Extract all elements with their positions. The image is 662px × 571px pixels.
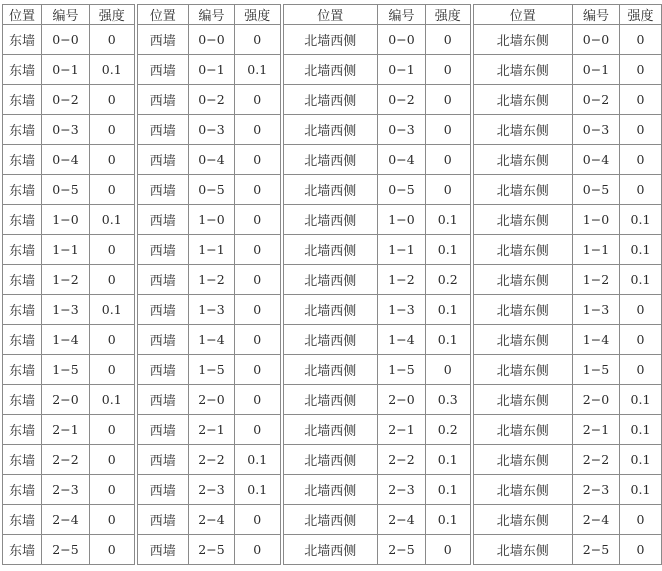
number-cell: 2−4 (573, 505, 620, 535)
location-cell: 北墙西侧 (282, 475, 378, 505)
number-cell: 2−3 (378, 475, 426, 505)
strength-cell: 0 (620, 175, 662, 205)
location-cell: 东墙 (3, 385, 42, 415)
number-cell: 1−2 (378, 265, 426, 295)
strength-cell: 0 (620, 325, 662, 355)
location-cell: 东墙 (3, 475, 42, 505)
location-cell: 西墙 (136, 505, 189, 535)
number-cell: 2−1 (42, 415, 90, 445)
number-cell: 0−1 (378, 55, 426, 85)
number-cell: 2−4 (42, 505, 90, 535)
location-cell: 北墙东侧 (472, 205, 573, 235)
header-position: 位置 (282, 5, 378, 25)
strength-cell: 0.3 (426, 385, 472, 415)
strength-cell: 0.1 (620, 205, 662, 235)
location-cell: 西墙 (136, 385, 189, 415)
location-cell: 东墙 (3, 295, 42, 325)
number-cell: 0−2 (189, 85, 235, 115)
header-number: 编号 (378, 5, 426, 25)
number-cell: 0−4 (189, 145, 235, 175)
strength-cell: 0.1 (235, 445, 282, 475)
number-cell: 1−3 (42, 295, 90, 325)
strength-cell: 0.1 (426, 325, 472, 355)
location-cell: 北墙西侧 (282, 25, 378, 55)
number-cell: 0−0 (189, 25, 235, 55)
location-cell: 东墙 (3, 115, 42, 145)
number-cell: 1−3 (189, 295, 235, 325)
number-cell: 0−5 (378, 175, 426, 205)
location-cell: 北墙东侧 (472, 325, 573, 355)
strength-cell: 0 (235, 205, 282, 235)
strength-cell: 0 (235, 295, 282, 325)
number-cell: 1−5 (42, 355, 90, 385)
number-cell: 2−5 (189, 535, 235, 565)
table-row (3, 115, 662, 145)
strength-cell: 0.1 (235, 55, 282, 85)
strength-cell: 0.1 (426, 445, 472, 475)
location-cell: 东墙 (3, 205, 42, 235)
number-cell: 0−5 (573, 175, 620, 205)
strength-cell: 0.1 (620, 445, 662, 475)
strength-cell: 0 (235, 145, 282, 175)
strength-cell: 0 (235, 415, 282, 445)
strength-cell: 0 (620, 145, 662, 175)
number-cell: 1−0 (573, 205, 620, 235)
strength-cell: 0 (90, 475, 136, 505)
number-cell: 1−1 (378, 235, 426, 265)
number-cell: 1−5 (573, 355, 620, 385)
location-cell: 北墙西侧 (282, 445, 378, 475)
number-cell: 0−4 (42, 145, 90, 175)
number-cell: 2−4 (378, 505, 426, 535)
number-cell: 2−2 (42, 445, 90, 475)
number-cell: 2−5 (573, 535, 620, 565)
strength-cell: 0.1 (90, 385, 136, 415)
location-cell: 北墙西侧 (282, 205, 378, 235)
location-cell: 东墙 (3, 325, 42, 355)
strength-cell: 0.1 (620, 265, 662, 295)
location-cell: 西墙 (136, 415, 189, 445)
strength-cell: 0 (235, 115, 282, 145)
strength-cell: 0 (235, 535, 282, 565)
strength-cell: 0.1 (90, 295, 136, 325)
location-cell: 北墙东侧 (472, 115, 573, 145)
location-cell: 东墙 (3, 145, 42, 175)
number-cell: 1−4 (573, 325, 620, 355)
strength-cell: 0 (90, 505, 136, 535)
location-cell: 北墙西侧 (282, 385, 378, 415)
location-cell: 西墙 (136, 445, 189, 475)
number-cell: 0−2 (573, 85, 620, 115)
strength-cell: 0 (235, 235, 282, 265)
strength-cell: 0.1 (426, 205, 472, 235)
table-row (3, 205, 662, 235)
location-cell: 西墙 (136, 175, 189, 205)
strength-cell: 0 (426, 115, 472, 145)
table-row (3, 415, 662, 445)
location-cell: 北墙东侧 (472, 445, 573, 475)
number-cell: 0−3 (42, 115, 90, 145)
strength-cell: 0.1 (426, 235, 472, 265)
strength-cell: 0 (235, 265, 282, 295)
number-cell: 1−5 (189, 355, 235, 385)
location-cell: 北墙东侧 (472, 145, 573, 175)
number-cell: 1−1 (42, 235, 90, 265)
location-cell: 北墙东侧 (472, 85, 573, 115)
strength-cell: 0 (90, 355, 136, 385)
strength-cell: 0.1 (90, 205, 136, 235)
number-cell: 1−0 (42, 205, 90, 235)
strength-cell: 0.1 (90, 55, 136, 85)
table-row (3, 505, 662, 535)
number-cell: 0−3 (378, 115, 426, 145)
strength-cell: 0.1 (426, 295, 472, 325)
location-cell: 西墙 (136, 295, 189, 325)
strength-cell: 0 (426, 55, 472, 85)
number-cell: 0−1 (189, 55, 235, 85)
strength-cell: 0 (426, 175, 472, 205)
location-cell: 北墙西侧 (282, 55, 378, 85)
location-cell: 北墙西侧 (282, 85, 378, 115)
header-strength: 强度 (90, 5, 136, 25)
strength-cell: 0 (426, 355, 472, 385)
table-row (3, 145, 662, 175)
number-cell: 2−0 (189, 385, 235, 415)
location-cell: 北墙东侧 (472, 55, 573, 85)
number-cell: 1−0 (189, 205, 235, 235)
location-cell: 北墙东侧 (472, 415, 573, 445)
table-row (3, 535, 662, 565)
location-cell: 东墙 (3, 25, 42, 55)
number-cell: 2−2 (573, 445, 620, 475)
strength-cell: 0 (90, 235, 136, 265)
strength-cell: 0 (620, 115, 662, 145)
header-number: 编号 (189, 5, 235, 25)
location-cell: 东墙 (3, 55, 42, 85)
number-cell: 0−1 (42, 55, 90, 85)
location-cell: 北墙西侧 (282, 115, 378, 145)
location-cell: 北墙东侧 (472, 265, 573, 295)
location-cell: 北墙西侧 (282, 325, 378, 355)
number-cell: 2−0 (42, 385, 90, 415)
table-row (3, 265, 662, 295)
number-cell: 2−1 (378, 415, 426, 445)
location-cell: 东墙 (3, 535, 42, 565)
strength-cell: 0 (90, 415, 136, 445)
table-row (3, 235, 662, 265)
number-cell: 1−2 (42, 265, 90, 295)
location-cell: 北墙西侧 (282, 415, 378, 445)
strength-cell: 0 (90, 175, 136, 205)
strength-cell: 0 (620, 295, 662, 325)
location-cell: 北墙东侧 (472, 475, 573, 505)
number-cell: 2−1 (189, 415, 235, 445)
location-cell: 北墙西侧 (282, 175, 378, 205)
number-cell: 2−3 (189, 475, 235, 505)
location-cell: 北墙西侧 (282, 295, 378, 325)
location-cell: 西墙 (136, 205, 189, 235)
strength-cell: 0 (90, 85, 136, 115)
location-cell: 东墙 (3, 505, 42, 535)
number-cell: 1−1 (189, 235, 235, 265)
number-cell: 0−1 (573, 55, 620, 85)
location-cell: 北墙东侧 (472, 175, 573, 205)
strength-cell: 0 (90, 265, 136, 295)
location-cell: 西墙 (136, 535, 189, 565)
number-cell: 2−2 (378, 445, 426, 475)
number-cell: 0−2 (378, 85, 426, 115)
wall-strength-table (2, 4, 662, 565)
location-cell: 北墙西侧 (282, 535, 378, 565)
number-cell: 1−5 (378, 355, 426, 385)
table-row (3, 355, 662, 385)
header-position: 位置 (3, 5, 42, 25)
location-cell: 东墙 (3, 265, 42, 295)
strength-cell: 0 (620, 25, 662, 55)
location-cell: 西墙 (136, 355, 189, 385)
number-cell: 0−0 (42, 25, 90, 55)
number-cell: 0−5 (42, 175, 90, 205)
number-cell: 1−3 (378, 295, 426, 325)
strength-cell: 0 (620, 85, 662, 115)
number-cell: 2−0 (378, 385, 426, 415)
location-cell: 北墙东侧 (472, 25, 573, 55)
strength-cell: 0 (620, 505, 662, 535)
table-row (3, 295, 662, 325)
location-cell: 西墙 (136, 145, 189, 175)
location-cell: 东墙 (3, 355, 42, 385)
strength-cell: 0 (235, 25, 282, 55)
location-cell: 西墙 (136, 55, 189, 85)
location-cell: 北墙西侧 (282, 355, 378, 385)
strength-cell: 0 (90, 145, 136, 175)
strength-cell: 0 (90, 325, 136, 355)
location-cell: 北墙东侧 (472, 355, 573, 385)
strength-cell: 0.1 (620, 475, 662, 505)
location-cell: 北墙东侧 (472, 295, 573, 325)
header-number: 编号 (573, 5, 620, 25)
location-cell: 北墙东侧 (472, 535, 573, 565)
table-body (3, 25, 662, 565)
location-cell: 东墙 (3, 445, 42, 475)
location-cell: 北墙西侧 (282, 505, 378, 535)
strength-cell: 0 (426, 85, 472, 115)
location-cell: 西墙 (136, 265, 189, 295)
table-row (3, 25, 662, 55)
strength-cell: 0 (90, 445, 136, 475)
number-cell: 1−4 (189, 325, 235, 355)
header-position: 位置 (472, 5, 573, 25)
strength-cell: 0.1 (426, 475, 472, 505)
table-row (3, 55, 662, 85)
header-strength: 强度 (426, 5, 472, 25)
table-row (3, 85, 662, 115)
strength-cell: 0 (90, 115, 136, 145)
header-position: 位置 (136, 5, 189, 25)
strength-cell: 0 (235, 355, 282, 385)
strength-cell: 0 (90, 535, 136, 565)
number-cell: 2−0 (573, 385, 620, 415)
location-cell: 西墙 (136, 115, 189, 145)
location-cell: 北墙东侧 (472, 385, 573, 415)
location-cell: 北墙西侧 (282, 265, 378, 295)
strength-cell: 0.1 (426, 505, 472, 535)
strength-cell: 0 (235, 385, 282, 415)
table-row (3, 325, 662, 355)
number-cell: 1−2 (573, 265, 620, 295)
number-cell: 0−3 (189, 115, 235, 145)
strength-cell: 0 (426, 145, 472, 175)
location-cell: 东墙 (3, 235, 42, 265)
strength-cell: 0.2 (426, 415, 472, 445)
number-cell: 0−3 (573, 115, 620, 145)
number-cell: 0−0 (573, 25, 620, 55)
table-row (3, 175, 662, 205)
strength-cell: 0.1 (235, 475, 282, 505)
number-cell: 1−4 (42, 325, 90, 355)
location-cell: 西墙 (136, 325, 189, 355)
table-row (3, 475, 662, 505)
header-strength: 强度 (620, 5, 662, 25)
number-cell: 0−2 (42, 85, 90, 115)
number-cell: 1−1 (573, 235, 620, 265)
number-cell: 0−0 (378, 25, 426, 55)
strength-cell: 0 (620, 355, 662, 385)
number-cell: 2−3 (42, 475, 90, 505)
strength-cell: 0.1 (620, 385, 662, 415)
number-cell: 2−5 (378, 535, 426, 565)
table-row (3, 445, 662, 475)
strength-cell: 0.1 (620, 415, 662, 445)
strength-cell: 0 (90, 25, 136, 55)
number-cell: 1−3 (573, 295, 620, 325)
number-cell: 1−4 (378, 325, 426, 355)
number-cell: 1−0 (378, 205, 426, 235)
location-cell: 西墙 (136, 475, 189, 505)
number-cell: 0−5 (189, 175, 235, 205)
location-cell: 东墙 (3, 85, 42, 115)
header-number: 编号 (42, 5, 90, 25)
number-cell: 2−4 (189, 505, 235, 535)
location-cell: 北墙东侧 (472, 505, 573, 535)
strength-cell: 0 (235, 505, 282, 535)
strength-cell: 0.2 (426, 265, 472, 295)
strength-cell: 0 (620, 535, 662, 565)
location-cell: 东墙 (3, 415, 42, 445)
table-row (3, 385, 662, 415)
number-cell: 2−1 (573, 415, 620, 445)
header-row (3, 5, 662, 25)
location-cell: 西墙 (136, 25, 189, 55)
header-strength: 强度 (235, 5, 282, 25)
strength-cell: 0 (235, 175, 282, 205)
location-cell: 北墙西侧 (282, 235, 378, 265)
location-cell: 西墙 (136, 85, 189, 115)
strength-cell: 0 (426, 535, 472, 565)
strength-cell: 0 (235, 85, 282, 115)
strength-cell: 0 (235, 325, 282, 355)
location-cell: 北墙东侧 (472, 235, 573, 265)
location-cell: 西墙 (136, 235, 189, 265)
number-cell: 2−3 (573, 475, 620, 505)
number-cell: 2−5 (42, 535, 90, 565)
strength-cell: 0.1 (620, 235, 662, 265)
strength-cell: 0 (426, 25, 472, 55)
location-cell: 东墙 (3, 175, 42, 205)
number-cell: 2−2 (189, 445, 235, 475)
number-cell: 1−2 (189, 265, 235, 295)
strength-cell: 0 (620, 55, 662, 85)
number-cell: 0−4 (573, 145, 620, 175)
number-cell: 0−4 (378, 145, 426, 175)
location-cell: 北墙西侧 (282, 145, 378, 175)
